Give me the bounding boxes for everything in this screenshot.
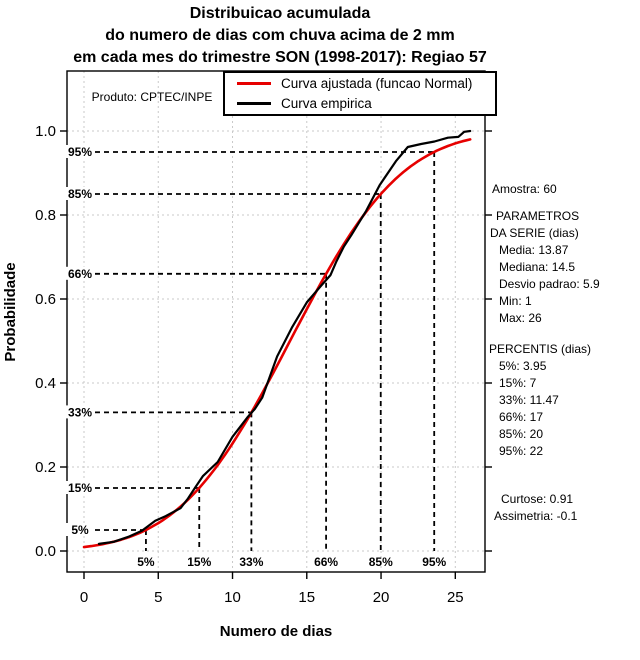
chart-title-line-1: Distribuicao acumulada: [189, 5, 371, 22]
stat-mediana: Mediana: 14.5: [499, 260, 576, 274]
empirical-curve: [99, 131, 470, 544]
percentile-left-label-66%: 66%: [67, 266, 93, 281]
y-tick-label: 0.8: [35, 207, 56, 224]
chart-title-line-3: em cada mes do trimestre SON (1998-2017): Regiao 57: [73, 49, 487, 66]
empirical-curve-line-sample: [237, 102, 271, 105]
percentile-left-label-5%: 5%: [71, 523, 89, 537]
percentile-left-label-85%: 85%: [67, 187, 93, 201]
stat-percentil-33: 33%: 11.47: [499, 393, 559, 407]
percentile-left-label-95%: 95%: [67, 145, 93, 159]
x-tick-label: 5: [154, 589, 163, 606]
x-axis-title: Numero de dias: [219, 623, 333, 640]
stat-sample: Amostra: 60: [492, 182, 557, 196]
stat-assimetria: Assimetria: -0.1: [494, 509, 578, 523]
stats-panel: [485, 181, 640, 525]
stat-params-title-1: PARAMETROS: [496, 209, 580, 223]
x-tick-label: 15: [298, 589, 316, 606]
stat-percentil-85: 85%: 20: [499, 427, 544, 441]
legend-box: [223, 71, 497, 116]
x-tick-label: 0: [79, 589, 89, 606]
percentile-bottom-label-5%: 5%: [137, 555, 155, 569]
percentile-bottom-label-15%: 15%: [187, 555, 212, 569]
legend-label-fitted: Curva ajustada (funcao Normal): [281, 76, 473, 91]
stat-min: Min: 1: [499, 294, 532, 308]
y-axis-title: Probabilidade: [2, 262, 19, 362]
stat-percentil-15: 15%: 7: [499, 376, 537, 390]
percentile-left-label-15%: 15%: [67, 481, 93, 495]
percentile-bottom-label-66%: 66%: [314, 555, 339, 569]
x-tick-label: 25: [446, 589, 464, 606]
stat-percentil-66: 66%: 17: [499, 410, 544, 424]
stat-curtose: Curtose: 0.91: [501, 492, 574, 506]
y-tick-label: 1.0: [35, 123, 56, 140]
percentile-bottom-label-85%: 85%: [368, 555, 393, 569]
legend-item-empirical: [237, 95, 495, 112]
stat-max: Max: 26: [499, 311, 542, 325]
stat-percentil-5: 5%: 3.95: [499, 359, 547, 373]
legend-item-fitted: [237, 75, 495, 92]
y-tick-label: 0.2: [35, 459, 56, 476]
percentile-left-label-33%: 33%: [67, 405, 93, 420]
y-tick-label: 0.4: [35, 375, 56, 392]
x-tick-label: 20: [372, 589, 390, 606]
stat-media: Media: 13.87: [499, 243, 569, 257]
plot-border: [67, 71, 485, 572]
stat-percentis-title: PERCENTIS (dias): [489, 342, 592, 356]
percentile-bottom-label-95%: 95%: [422, 555, 447, 569]
fitted-curve: [84, 139, 470, 547]
percentile-bottom-label-33%: 33%: [239, 555, 264, 569]
y-tick-label: 0.6: [35, 291, 56, 308]
stat-percentil-95: 95%: 22: [499, 444, 544, 458]
chart-title-line-2: do numero de dias com chuva acima de 2 mm: [105, 27, 455, 44]
fitted-curve-line-sample: [237, 82, 271, 85]
y-tick-label: 0.0: [35, 543, 56, 560]
stat-params-title-2: DA SERIE (dias): [490, 226, 579, 240]
product-label: Produto: CPTEC/INPE: [91, 90, 213, 104]
legend-label-empirical: Curva empirica: [281, 96, 372, 111]
stat-desvio-padrao: Desvio padrao: 5.9: [499, 277, 600, 291]
x-tick-label: 10: [224, 589, 241, 606]
